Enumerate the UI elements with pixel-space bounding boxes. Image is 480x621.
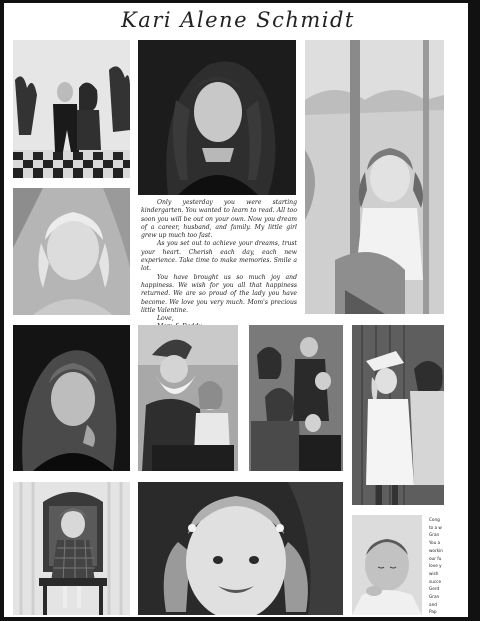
caption-line: love y <box>429 563 442 569</box>
caption-line: to a w <box>429 524 442 530</box>
carousel-girl-photo <box>305 40 444 314</box>
girl-in-chair-photo <box>13 482 130 615</box>
page-border-top <box>0 0 480 3</box>
letter-paragraph: As you set out to achieve your dreams, trust your heart. Cherish each day, each new experience. Take time to make memories. Smile a lot. <box>141 240 297 273</box>
caption-line: and <box>429 601 437 607</box>
senior-portrait-photo <box>138 40 296 195</box>
caption-line: workin <box>429 547 443 553</box>
side-caption <box>429 516 467 616</box>
caption-line: Gerd <box>429 586 440 592</box>
caption-line: Gran <box>429 594 440 600</box>
baby-photo <box>352 515 422 615</box>
page-border-right <box>468 0 480 621</box>
caption-line: Gran <box>429 532 440 538</box>
caption-line: wish <box>429 570 439 576</box>
pigtails-smile-photo <box>138 482 343 615</box>
caption-line: succe <box>429 578 442 584</box>
caption-line: our fu <box>429 555 442 561</box>
santa-photo <box>138 325 238 471</box>
toddler-portrait-photo <box>13 188 130 315</box>
caption-line: Cong <box>429 517 440 522</box>
teen-portrait-photo <box>13 325 130 471</box>
caption-line: Pap <box>429 609 437 615</box>
couple-formal-photo <box>13 40 130 178</box>
page-title: Kari Alene Schmidt <box>121 8 355 32</box>
page-border-left <box>0 0 4 621</box>
graduation-girl-photo <box>352 325 444 505</box>
caption-line: You a <box>429 540 441 546</box>
family-group-photo <box>249 325 343 471</box>
parents-letter <box>141 199 297 332</box>
letter-paragraph: You have brought us so much joy and happiness. We wish for you all that happiness returned. We are so proud of the lady you have become. We love you very much. Mom's precious little Valentine. <box>141 273 297 314</box>
letter-closing: Love, <box>157 315 174 323</box>
letter-paragraph: Only yesterday you were starting kindergarten. You wanted to learn to read. All too soon you will be out on your own. Now you dream of a career, husband, and family. My little girl grew up much too fast. <box>141 199 297 240</box>
page-border-bottom <box>0 617 480 621</box>
